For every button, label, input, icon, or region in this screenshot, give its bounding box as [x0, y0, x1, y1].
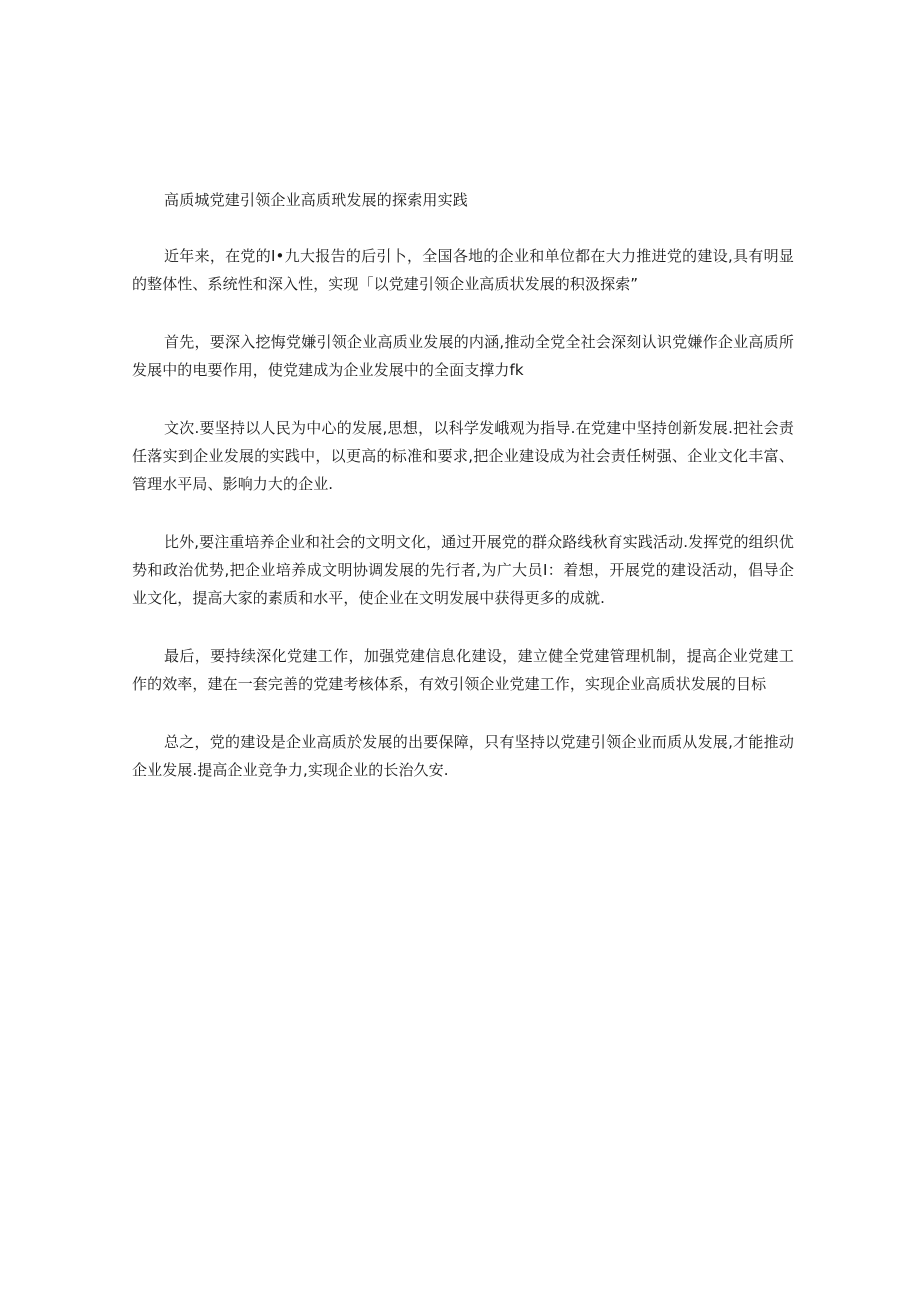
- paragraph-second: 文次.要坚持以人民为中心的发展,思想，以科学发峨观为指导.在党建中坚持创新发展.把社会责任落实到企业发展的实践中，以更高的标准和要求,把企业建设成为社会责任树强、企业文化丰富、管理水平局、影响力大的企业.: [132, 419, 794, 493]
- document-title: 高质城党建引领企业高质玳发展的探索用实践: [164, 191, 469, 209]
- document-page: [132, 186, 794, 814]
- paragraph-conclusion: 总之，党的建设是企业高质於发展的出要保障，只有坚持以党建引领企业而质从发展,才能推动企业发展.提高企业竞争力,实现企业的长治久安.: [132, 733, 794, 779]
- paragraph-finally: 最后，要持续深化党建工作，加强党建信息化建设，建立健全党建管理机制，提高企业党建工作的效率，建在一套完善的党建考核体系，有效引领企业党建工作，实现企业高质状发展的目标: [132, 647, 794, 693]
- paragraph-intro: 近年来，在党的I•九大报告的后引卜，全国各地的企业和单位都在大力推进党的建设,具有明显的整体性、系统性和深入性，实现「以党建引领企业高质状发展的积汲探索”: [132, 247, 794, 293]
- paragraph-first: 首先，要深入挖悔党嫌引领企业高质业发展的内涵,推动全党全社会深刻认识党嫌作企业高质所发展中的电要作用，使党建成为企业发展中的全面支撑力fk: [132, 333, 794, 379]
- paragraph-additionally: 比外,要注重培养企业和社会的文明文化，通过开展党的群众路线秋育实践活动.发挥党的组织优势和政治优势,把企业培养成文明协调发展的先行者,为广大员I：着想，开展党的建设活动，倡导企业文化，提高大家的素质和水平，使企业在文明发展中获得更多的成就.: [132, 533, 794, 607]
